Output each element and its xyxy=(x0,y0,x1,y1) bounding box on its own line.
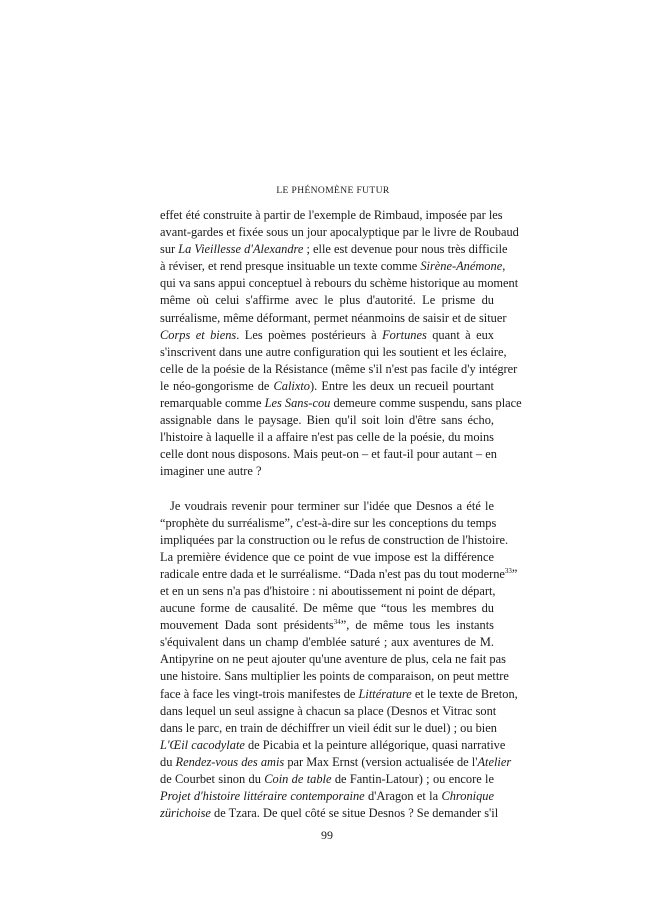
text-line: effet été construite à partir de l'exemple de Rimbaud, imposée par les xyxy=(160,208,503,222)
text-line: assignable dans le paysage. Bien qu'il soit loin d'être sans écho, xyxy=(160,413,494,428)
text-line: à réviser, et rend presque insituable un texte comme Sirène-Anémone, xyxy=(160,259,506,274)
text-line: dans lequel un seul assigne à chacun sa place (Desnos et Vitrac sont xyxy=(160,703,497,718)
text-line: qui va sans appui conceptuel à rebours du schème historique au moment xyxy=(160,276,519,291)
page-number: 99 xyxy=(321,828,333,843)
text-line: du Rendez-vous des amis par Max Ernst (version actualisée de l'Atelier xyxy=(160,754,512,769)
text-line: zürichoise de Tzara. De quel côté se situe Desnos ? Se demander s'il xyxy=(160,806,499,821)
paragraph-1 xyxy=(160,207,522,481)
text-line: s'équivalent dans un champ d'emblée saturé ; aux aventures de M. xyxy=(160,635,494,650)
text-line: imaginer une autre ? xyxy=(160,464,262,479)
text-line: Corps et biens. Les poèmes postérieurs à Fortunes quant à eux xyxy=(160,327,494,342)
text-line: s'inscrivent dans une autre configuration qui les soutient et les éclaire, xyxy=(160,344,507,359)
text-line: surréalisme, même déformant, permet néanmoins de saisir et de situer xyxy=(160,310,507,325)
text-line: face à face les vingt-trois manifestes de Littérature et le texte de Breton, xyxy=(160,686,518,701)
text-line: celle de la poésie de la Résistance (même s'il n'est pas facile d'y intégrer xyxy=(160,361,518,376)
text-line: l'histoire à laquelle il a affaire n'est pas celle de la poésie, du moins xyxy=(160,430,494,445)
paragraph-break xyxy=(160,481,494,498)
text-line: radicale entre dada et le surréalisme. “Dada n'est pas du tout moderne$^{33}$” xyxy=(160,566,518,581)
text-line: “prophète du surréalisme”, c'est-à-dire sur les conceptions du temps xyxy=(160,515,497,530)
text-line: impliquées par la construction ou le refus de construction de l'histoire. xyxy=(160,532,509,547)
text-line: Antipyrine on ne peut ajouter qu'une aventure de plus, cela ne fait pas xyxy=(160,652,506,667)
text-line: sur La Vieillesse d'Alexandre ; elle est devenue pour nous très difficile xyxy=(160,242,508,257)
running-head: LE PHÉNOMÈNE FUTUR xyxy=(276,186,390,196)
text-line: même où celui s'affirme avec le plus d'autorité. Le prisme du xyxy=(160,293,494,308)
text-line: L'Œil cacodylate de Picabia et la peinture allégorique, quasi narrative xyxy=(160,737,506,752)
text-line: Projet d'histoire littéraire contemporaine d'Aragon et la Chronique xyxy=(160,789,494,804)
text-line: une histoire. Sans multiplier les points de comparaison, on peut mettre xyxy=(160,669,509,684)
text-line: et en un sens n'a pas d'histoire : ni aboutissement ni point de départ, xyxy=(160,583,496,598)
text-line: remarquable comme Les Sans-cou demeure comme suspendu, sans place xyxy=(160,396,522,411)
text-line: dans le parc, en train de déchiffrer un vieil édit sur le duel) ; ou bien xyxy=(160,720,497,735)
text-line: La première évidence que ce point de vue impose est la différence xyxy=(160,549,494,564)
text-line: Je voudrais revenir pour terminer sur l'idée que Desnos a été le xyxy=(170,498,494,513)
text-line: de Courbet sinon du Coin de table de Fantin-Latour) ; ou encore le xyxy=(160,772,494,786)
text-line: aucune forme de causalité. De même que “tous les membres du xyxy=(160,601,494,616)
text-line: mouvement Dada sont présidents$^{34}$”, de même tous les instants xyxy=(160,618,494,633)
text-line: celle dont nous disposons. Mais peut-on – et faut-il pour autant – en xyxy=(160,447,497,462)
text-line: avant-gardes et fixée sous un jour apocalyptique par le livre de Roubaud xyxy=(160,225,519,240)
paragraph-2 xyxy=(160,498,518,823)
text-line: le néo-gongorisme de Calixto). Entre les deux un recueil pourtant xyxy=(160,378,494,393)
book-page xyxy=(160,186,522,843)
